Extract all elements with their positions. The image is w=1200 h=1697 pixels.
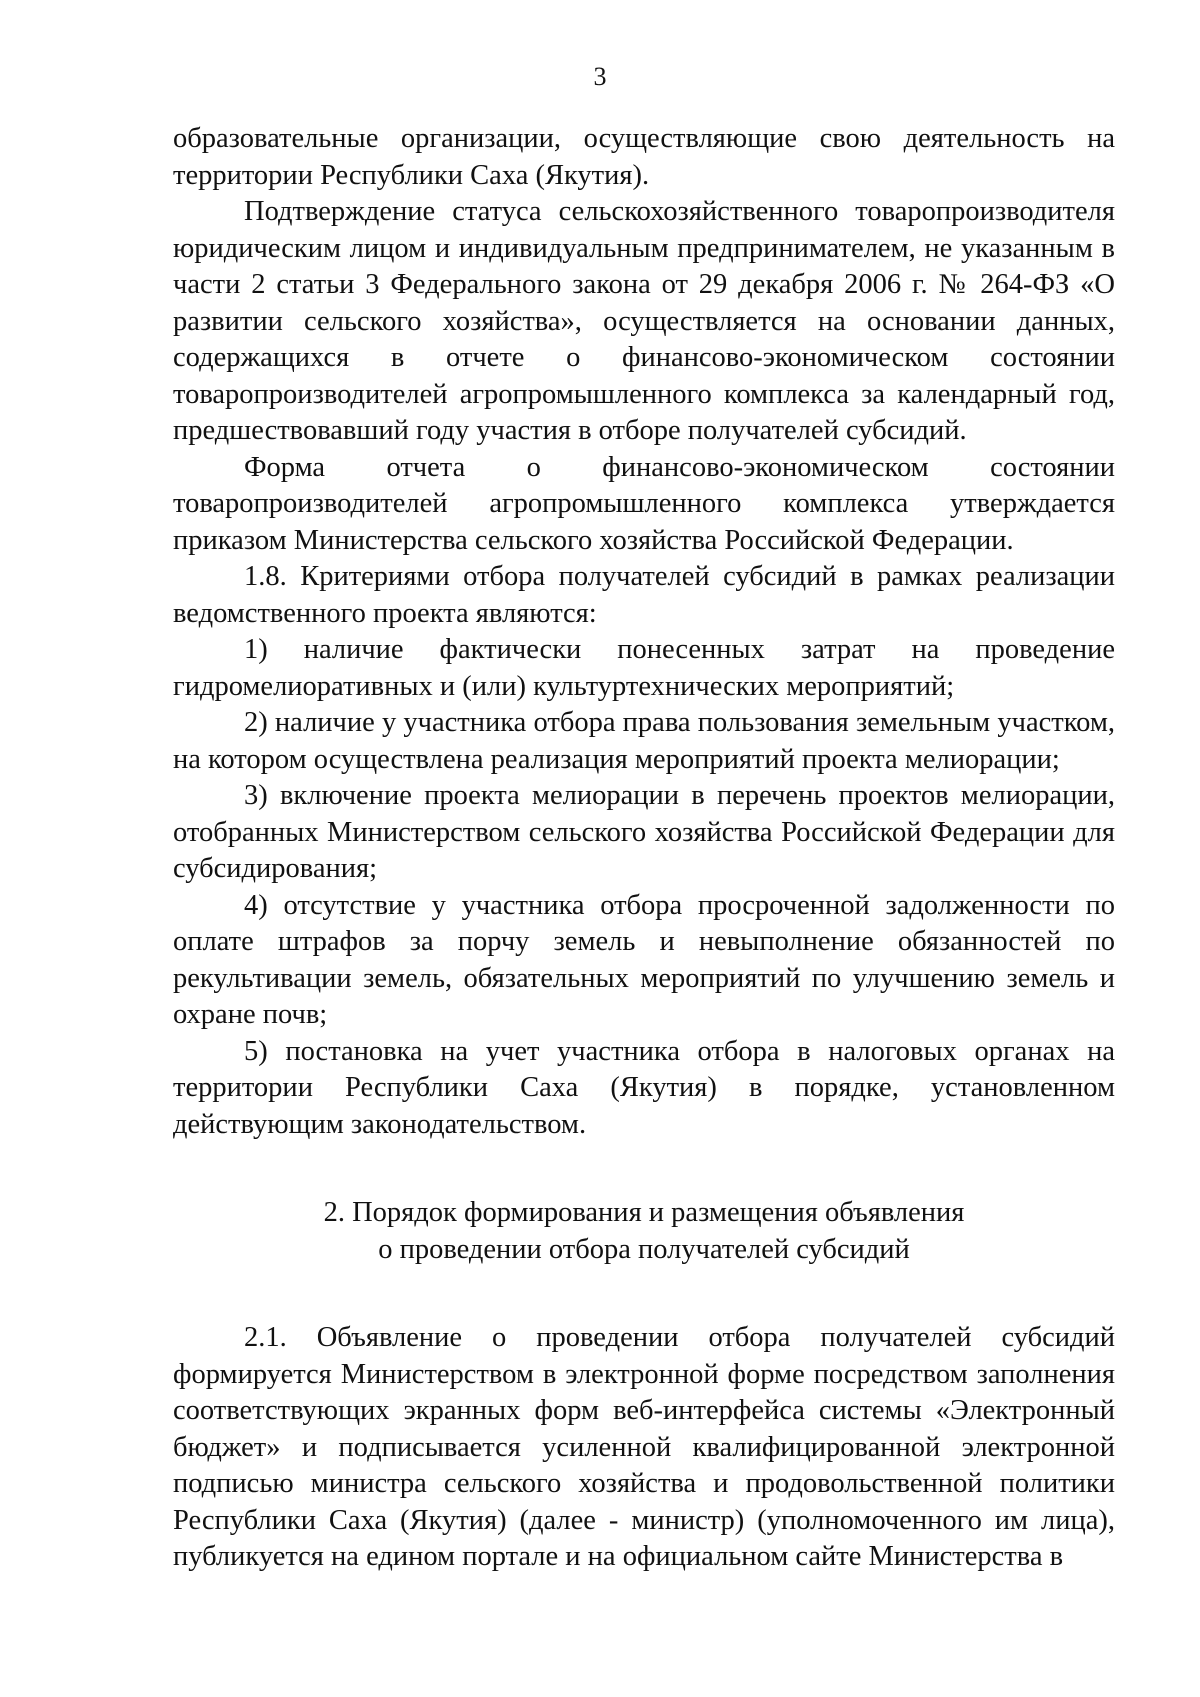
paragraph-status-confirmation: Подтверждение статуса сельскохозяйственного товаропроизводителя юридическим лицом и индивидуальным предпринимателем, не указанным в части 2 статьи 3 Федерального закона от 29 декабря 2006 г. № 264-ФЗ «О развитии сельского хозяйства», осуществляется на основании данных, содержащихся в отчете о финансово-экономическом состоянии товаропроизводителей агропромышленного комплекса за календарный год, предшествовавший году участия в отборе получателей субсидий.	[173, 196, 1115, 446]
paragraph-criterion-4: 4) отсутствие у участника отбора просроченной задолженности по оплате штрафов за порчу земель и невыполнение обязанностей по рекультивации земель, обязательных мероприятий по улучшению земель и охране почв;	[173, 889, 1115, 1030]
paragraph-criterion-5: 5) постановка на учет участника отбора в налоговых органах на территории Республики Саха (Якутия) в порядке, установленном действующим законодательством.	[173, 1035, 1115, 1140]
paragraph-criterion-1: 1) наличие фактически понесенных затрат на проведение гидромелиоративных и (или) культуртехнических мероприятий;	[173, 634, 1115, 702]
paragraph-criteria-intro: 1.8. Критериями отбора получателей субсидий в рамках реализации ведомственного проекта являются:	[173, 561, 1115, 629]
paragraph-criterion-3: 3) включение проекта мелиорации в перечень проектов мелиорации, отобранных Министерством сельского хозяйства Российской Федерации для субсидирования;	[173, 780, 1115, 884]
paragraph-announcement: 2.1. Объявление о проведении отбора получателей субсидий формируется Министерством в электронной форме посредством заполнения соответствующих экранных форм веб-интерфейса системы «Электронный бюджет» и подписывается усиленной квалифицированной электронной подписью министра сельского хозяйства и продовольственной политики Республики Саха (Якутия) (далее - министр) (уполномоченного им лица), публикуется на едином портале и на официальном сайте Министерства в	[173, 1322, 1115, 1572]
paragraph-report-form: Форма отчета о финансово-экономическом состоянии товаропроизводителей агропромышленного комплекса утверждается приказом Министерства сельского хозяйства Российской Федерации.	[173, 451, 1115, 556]
section-heading-line2: о проведении отбора получателей субсидий	[378, 1233, 910, 1265]
paragraph-criterion-2: 2) наличие у участника отбора права пользования земельным участком, на котором осуществлена реализация мероприятий проекта мелиорации;	[173, 707, 1115, 775]
page-number: 3	[593, 62, 607, 91]
section-heading-line1: 2. Порядок формирования и размещения объявления	[323, 1197, 965, 1228]
paragraph-continuation: образовательные организации, осуществляющие свою деятельность на территории Республики Саха (Якутия).	[173, 123, 1115, 191]
section-heading	[173, 1195, 1115, 1268]
document-body	[173, 121, 1115, 1576]
